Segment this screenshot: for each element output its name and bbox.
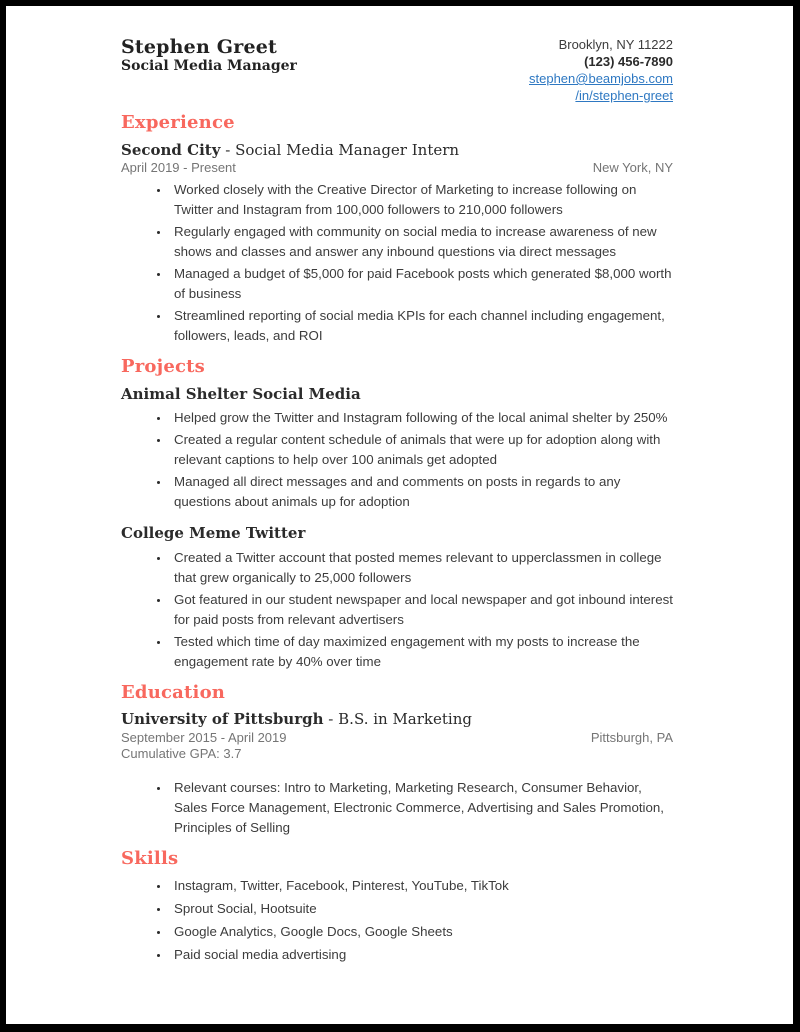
job-title-line xyxy=(121,141,673,161)
section-experience xyxy=(121,112,673,346)
bullet-item: • Worked closely with the Creative Director of Marketing to increase following on Twitter and Instagram from 100,000 followers to 210,000 followers xyxy=(170,180,673,220)
education-school: University of Pittsburgh xyxy=(121,710,324,729)
project-bullet-list xyxy=(121,408,673,512)
bullet-item: • Got featured in our student newspaper and local newspaper and got inbound interest for paid posts from relevant advertisers xyxy=(170,590,673,630)
bullet-item: • Managed all direct messages and and comments on posts in regards to any questions about animals up for adoption xyxy=(170,472,673,512)
education-dates: September 2015 - April 2019 xyxy=(121,729,287,745)
bullet-item: • Regularly engaged with community on social media to increase awareness of new shows and classes and answer any inbound questions via direct messages xyxy=(170,222,673,262)
projects-heading: Projects xyxy=(121,356,205,378)
job-bullet-list xyxy=(121,180,673,346)
project-entry xyxy=(121,524,673,672)
section-skills xyxy=(121,848,673,966)
bullet-item: • Created a Twitter account that posted memes relevant to upperclassmen in college that grew organically to 25,000 followers xyxy=(170,548,673,588)
bullet-item: • Relevant courses: Intro to Marketing, Marketing Research, Consumer Behavior, Sales Force Management, Electronic Commerce, Advertising and Sales Promotion, Principles of Selling xyxy=(170,778,673,838)
bullet-item: • Instagram, Twitter, Facebook, Pinterest, YouTube, TikTok xyxy=(170,876,673,896)
job-company: Second City xyxy=(121,140,221,159)
section-education xyxy=(121,682,673,838)
project-title xyxy=(121,385,673,405)
project-bullet-list xyxy=(121,548,673,672)
bullet-item: • Streamlined reporting of social media KPIs for each channel including engagement, followers, leads, and ROI xyxy=(170,306,673,346)
email-link[interactable]: stephen@beamjobs.com xyxy=(529,71,673,86)
linkedin-link[interactable]: /in/stephen-greet xyxy=(575,88,673,103)
candidate-title: Social Media Manager xyxy=(121,58,297,75)
contact-block xyxy=(529,36,673,104)
education-heading: Education xyxy=(121,681,226,703)
education-gpa: Cumulative GPA: 3.7 xyxy=(121,745,242,761)
bullet-item: • Created a regular content schedule of animals that were up for adoption along with relevant captions to help over 100 animals get adopted xyxy=(170,430,673,470)
education-location: Pittsburgh, PA xyxy=(590,729,673,745)
job-location: New York, NY xyxy=(592,160,673,176)
bullet-item: • Sprout Social, Hootsuite xyxy=(170,899,673,919)
job-role: Social Media Manager Intern xyxy=(235,140,460,159)
section-projects xyxy=(121,356,673,672)
bullet-item: • Google Analytics, Google Docs, Google Sheets xyxy=(170,922,673,942)
skills-bullet-list xyxy=(121,876,673,965)
education-title-line xyxy=(121,710,673,730)
identity-block xyxy=(121,36,297,76)
project-title xyxy=(121,524,673,544)
education-meta-row xyxy=(121,730,673,746)
bullet-item: • Helped grow the Twitter and Instagram following of the local animal shelter by 250% xyxy=(170,408,673,428)
job-dates: April 2019 - Present xyxy=(121,160,236,176)
bullet-item: • Managed a budget of $5,000 for paid Facebook posts which generated $8,000 worth of business xyxy=(170,264,673,304)
candidate-name: Stephen Greet xyxy=(121,36,277,58)
bullet-item: • Paid social media advertising xyxy=(170,945,673,965)
project-title-text: College Meme Twitter xyxy=(121,524,306,543)
education-degree: B.S. in Marketing xyxy=(338,710,472,729)
experience-heading: Experience xyxy=(121,112,235,133)
contact-phone: (123) 456-7890 xyxy=(584,54,673,69)
project-title-text: Animal Shelter Social Media xyxy=(121,384,361,403)
project-entry xyxy=(121,385,673,513)
bullet-item: • Tested which time of day maximized engagement with my posts to increase the engagement rate by 40% over time xyxy=(170,632,673,672)
contact-location: Brooklyn, NY 11222 xyxy=(558,37,673,52)
education-bullet-list xyxy=(121,778,673,838)
job-meta-row xyxy=(121,160,673,176)
header xyxy=(121,36,673,104)
education-separator: - xyxy=(328,710,334,729)
job-entry xyxy=(121,141,673,347)
job-separator: - xyxy=(225,140,231,159)
skills-heading: Skills xyxy=(121,847,179,869)
resume-content xyxy=(6,6,793,1024)
education-entry xyxy=(121,710,673,838)
